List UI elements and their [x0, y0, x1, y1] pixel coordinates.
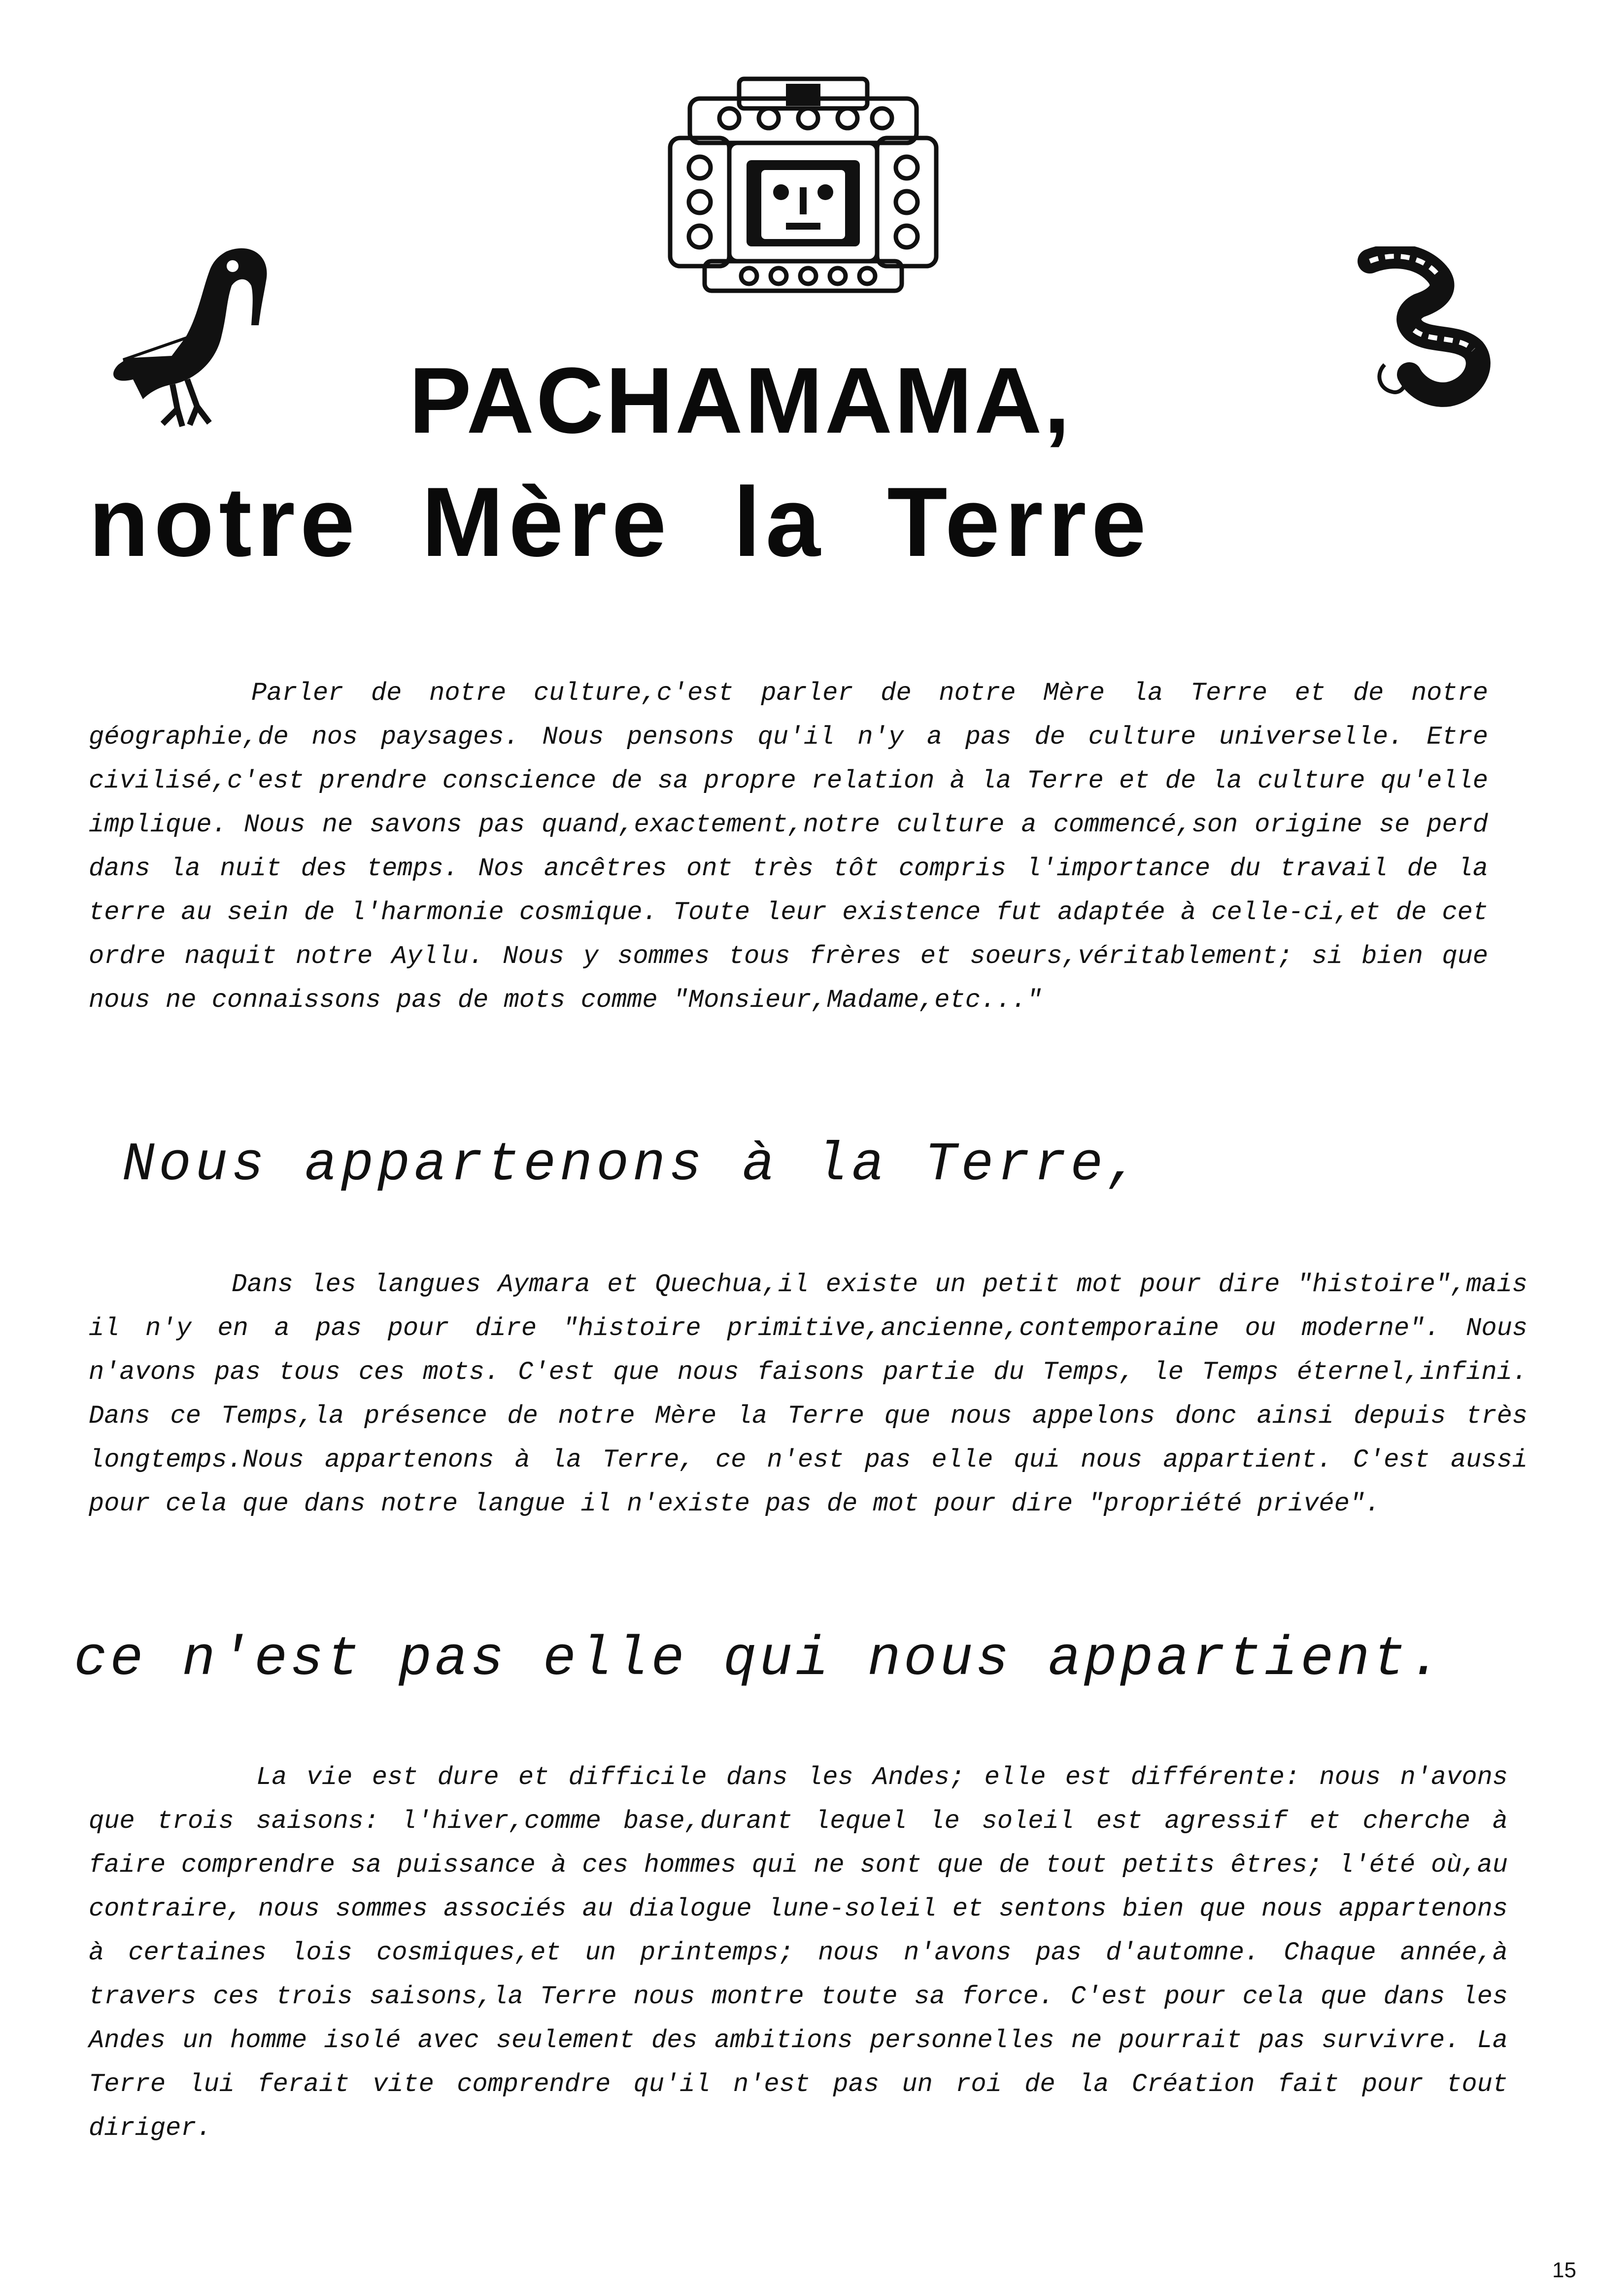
- title-line-1: PACHAMAMA,: [409, 348, 1072, 453]
- paragraph-1: Parler de notre culture,c'est parler de notre Mère la Terre et de notre géographie,de nos paysages. Nous pensons qu'il n'y a pas de culture universelle. Etre civilisé,c'est prendre conscience de sa propre relation à la Terre et de la culture qu'elle implique. Nous ne savons pas quand,exactement,notre culture a commencé,son origine se perd dans la nuit des temps. Nos ancêtres ont très tôt compris l'importance du travail de la terre au sein de l'harmonie cosmique. Toute leur existence fut adaptée à celle-ci,et de cet ordre naquit notre Ayllu. Nous y sommes tous frères et soeurs,véritablement; si bien que nous ne connaissons pas de mots comme "Monsieur,Madame,etc...": [89, 679, 1488, 1015]
- paragraph-2: Dans les langues Aymara et Quechua,il existe un petit mot pour dire "histoire",mais il n'y en a pas pour dire "histoire primitive,ancienne,contemporaine ou moderne". Nous n'avons pas tous ces mots. C'est que nous faisons partie du Temps, le Temps éternel,infini. Dans ce Temps,la présence de notre Mère la Terre que nous appelons donc ainsi depuis très longtemps.Nous appartenons à la Terre, ce n'est pas elle qui nous appartient. C'est aussi pour cela que dans notre langue il n'existe pas de mot pour dire "propriété privée".: [89, 1270, 1528, 1518]
- title-line-2: notre Mère la Terre: [89, 467, 1151, 577]
- pull-quote-1: Nous appartenons à la Terre,: [122, 1134, 1144, 1196]
- page-number: 15: [1552, 2258, 1576, 2282]
- serpent-icon: [1350, 246, 1493, 414]
- andean-deity-mask-icon: [660, 69, 946, 301]
- bird-icon: [103, 232, 281, 429]
- paragraph-3: La vie est dure et difficile dans les Andes; elle est différente: nous n'avons que trois saisons: l'hiver,comme base,durant lequel le soleil est agressif et cherche à faire comprendre sa puissance à ces hommes qui ne sont que de tout petits êtres; l'été où,au contraire, nous sommes associés au dialogue lune-soleil et sentons bien que nous appartenons à certaines lois cosmiques,et un printemps; nous n'avons pas d'automne. Chaque année,à travers ces trois saisons,la Terre nous montre toute sa force. C'est pour cela que dans les Andes un homme isolé avec seulement des ambitions personnelles ne pourrait pas survivre. La Terre lui ferait vite comprendre qu'il n'est pas un roi de la Création fait pour tout diriger.: [89, 1763, 1508, 2143]
- pull-quote-2: ce n'est pas elle qui nous appartient.: [74, 1628, 1445, 1691]
